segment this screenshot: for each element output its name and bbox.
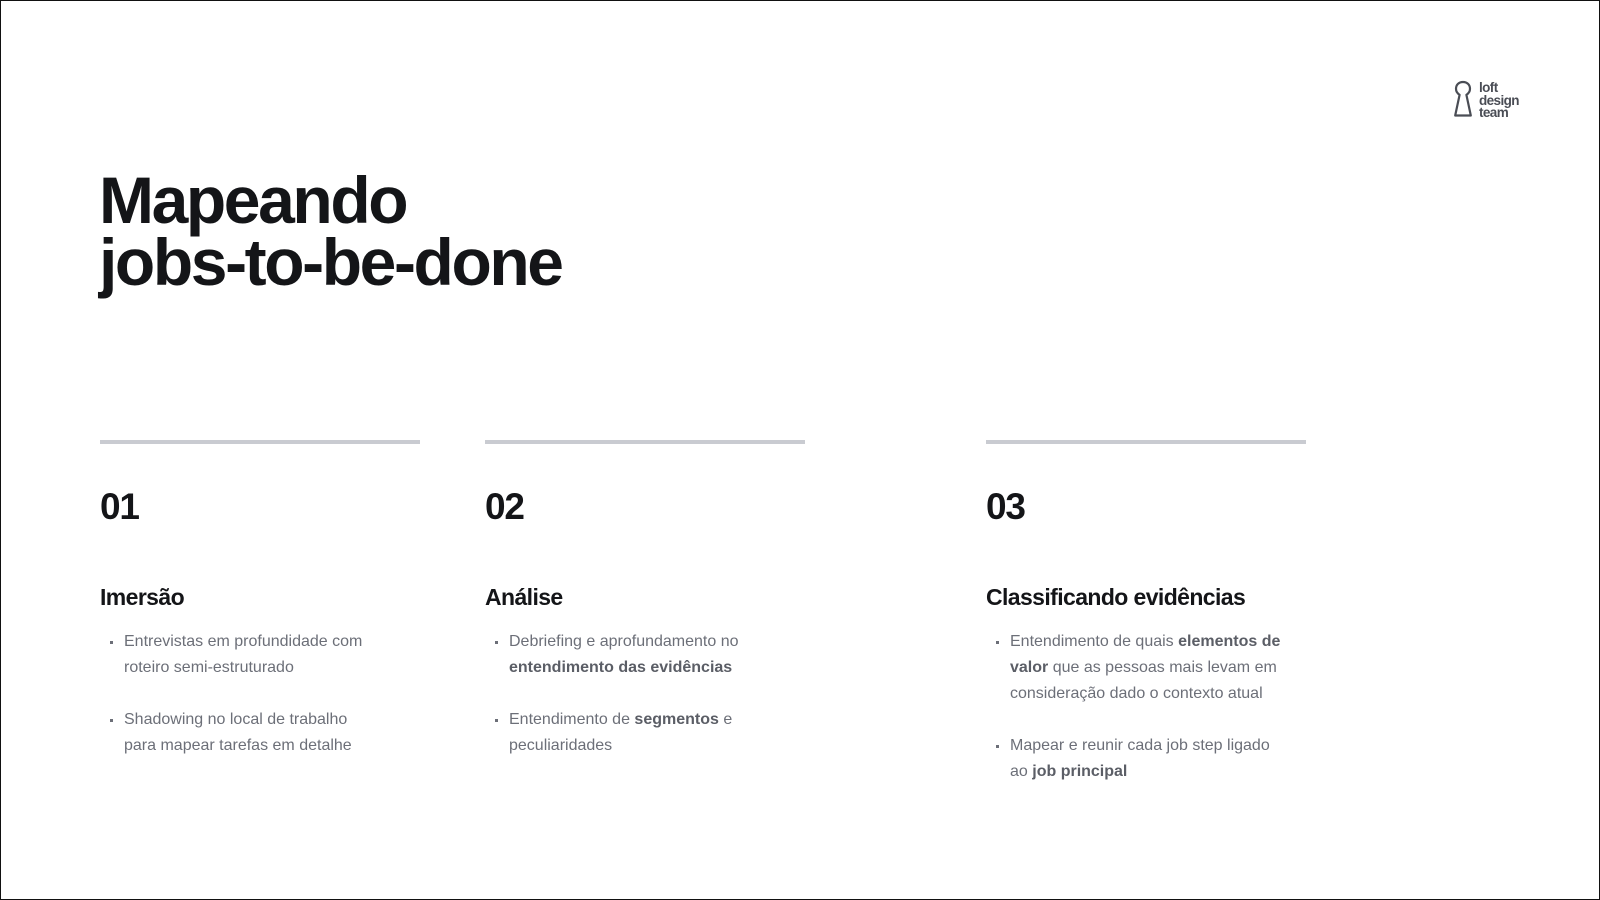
bullet-line — [509, 733, 805, 759]
bullet-text: para mapear tarefas em detalhe — [124, 737, 352, 754]
logo-text — [1479, 80, 1519, 120]
bullet-line — [1010, 655, 1306, 681]
page-title — [99, 163, 562, 299]
step-column-3 — [986, 440, 1306, 811]
step-number: 02 — [485, 486, 524, 527]
bullet-marker — [495, 641, 498, 644]
logo — [1453, 80, 1519, 120]
bullet-line — [124, 733, 420, 759]
bullet-list — [485, 629, 805, 759]
step-number: 03 — [986, 486, 1025, 527]
bullet-list — [986, 629, 1306, 785]
logo-line: team — [1479, 105, 1509, 120]
bullet-text: consideração dado o contexto atual — [1010, 685, 1263, 702]
step-number: 01 — [100, 486, 139, 527]
title-line: Mapeando — [99, 163, 407, 237]
bullet-item — [100, 629, 420, 681]
step-heading: Análise — [485, 584, 563, 610]
bullet-marker — [996, 641, 999, 644]
bullet-item — [100, 707, 420, 759]
step-heading: Classificando evidências — [986, 584, 1246, 610]
bullet-text: e — [718, 711, 733, 728]
bullet-text: roteiro semi-estruturado — [124, 659, 294, 676]
logo-line: design — [1479, 92, 1519, 108]
bullet-line — [1010, 759, 1306, 785]
bullet-line — [1010, 681, 1306, 707]
bullet-emphasis: valor — [1010, 659, 1049, 676]
bullet-list — [100, 629, 420, 759]
bullet-emphasis: segmentos — [634, 711, 719, 728]
bullet-text: Entendimento de — [509, 711, 635, 728]
bullet-text: que as pessoas mais levam em — [1048, 659, 1277, 676]
bullet-item — [986, 733, 1306, 785]
bullet-item — [485, 707, 805, 759]
bullet-marker — [110, 641, 113, 644]
bullet-emphasis: elementos de — [1178, 633, 1281, 650]
logo-line: loft — [1479, 80, 1498, 95]
bullet-line — [124, 629, 420, 655]
bullet-text: Shadowing no local de trabalho — [124, 711, 348, 728]
bullet-emphasis: entendimento das evidências — [509, 659, 733, 676]
step-column-1 — [100, 440, 420, 785]
bullet-text: Mapear e reunir cada job step ligado — [1010, 737, 1270, 754]
column-divider — [100, 440, 420, 444]
bullet-line — [1010, 629, 1306, 655]
bullet-line — [124, 707, 420, 733]
bullet-line — [509, 655, 805, 681]
bullet-text: Entendimento de quais — [1010, 633, 1179, 650]
bullet-text: Debriefing e aprofundamento no — [509, 633, 739, 650]
bullet-marker — [996, 745, 999, 748]
column-divider — [986, 440, 1306, 444]
bullet-text: peculiaridades — [509, 737, 613, 754]
step-heading: Imersão — [100, 584, 185, 610]
column-divider — [485, 440, 805, 444]
bullet-text: ao — [1010, 763, 1033, 780]
bullet-item — [986, 629, 1306, 707]
bullet-line — [509, 707, 805, 733]
bullet-line — [124, 655, 420, 681]
title-line: jobs-to-be-done — [99, 225, 562, 299]
bullet-emphasis: job principal — [1032, 763, 1128, 780]
step-column-2 — [485, 440, 805, 785]
bullet-marker — [110, 719, 113, 722]
bullet-item — [485, 629, 805, 681]
bullet-line — [509, 629, 805, 655]
bullet-marker — [495, 719, 498, 722]
bullet-line — [1010, 733, 1306, 759]
keyhole-icon — [1453, 80, 1473, 118]
bullet-text: Entrevistas em profundidade com — [124, 633, 363, 650]
